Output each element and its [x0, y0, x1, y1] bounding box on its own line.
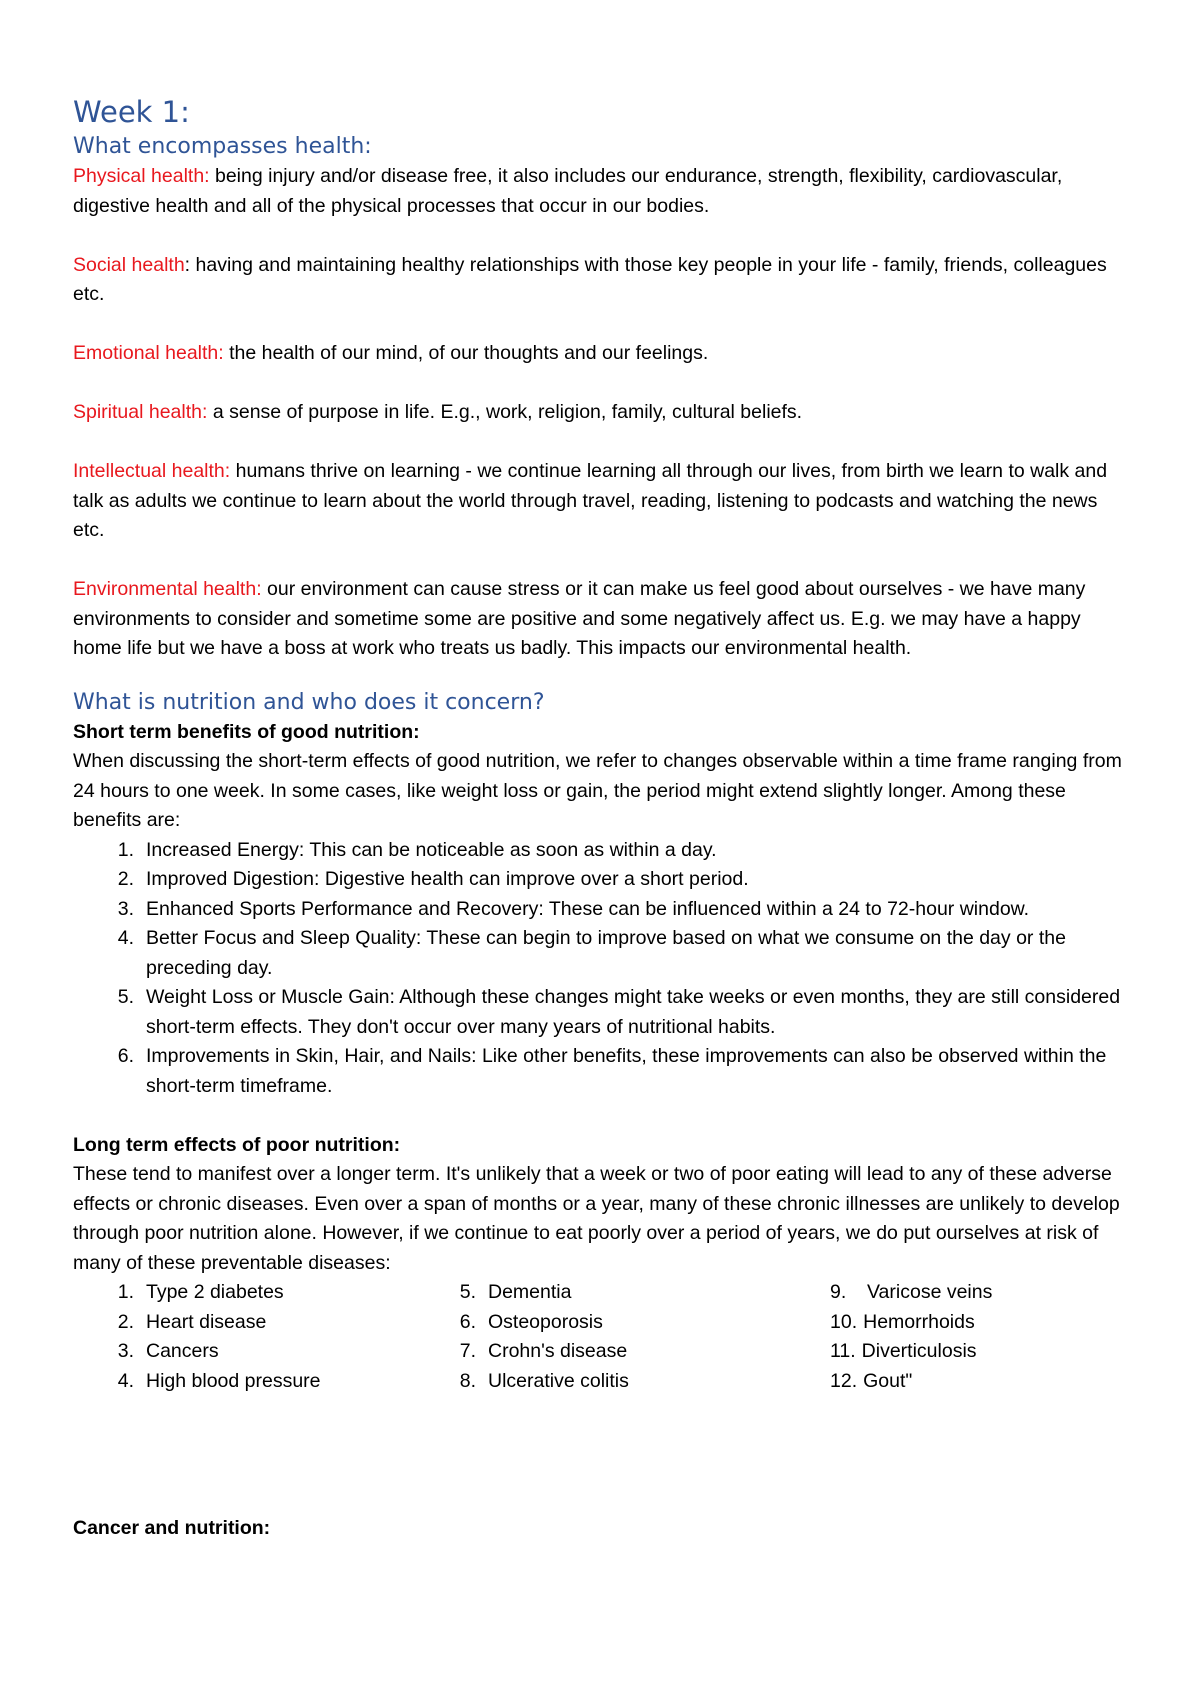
term-description: the health of our mind, of our thoughts and our feelings. [223, 342, 709, 364]
list-number: 5. [117, 986, 134, 1008]
list-text: Cancers [146, 1340, 219, 1362]
short-term-intro: When discussing the short-term effects of good nutrition, we refer to changes observable within a time frame ranging from 24 hours to one week. In some cases, like weight loss or gain, the period might extend slightly longer. Among these benefits are: [73, 750, 1122, 831]
list-text: Dementia [488, 1281, 572, 1303]
paragraph-environmental-health [73, 575, 1133, 664]
list-number: 5. [459, 1281, 476, 1303]
list-text: Increased Energy: This can be noticeable as soon as within a day. [146, 838, 717, 861]
list-item [830, 1308, 1130, 1338]
list-number: 11. [830, 1340, 856, 1362]
subheading-cancer-nutrition: Cancer and nutrition: [73, 1517, 271, 1539]
list-number: 12. [830, 1369, 858, 1392]
list-number: 3. [117, 1340, 134, 1362]
document-page [73, 92, 1133, 1544]
list-text: Better Focus and Sleep Quality: These can begin to improve based on what we consume on the day or the preceding day. [146, 927, 1066, 979]
list-text: High blood pressure [146, 1369, 321, 1392]
list-item [73, 1278, 453, 1308]
section-heading-health: What encompasses health: [73, 134, 372, 159]
list-number: 1. [117, 1281, 134, 1303]
list-text: Improvements in Skin, Hair, and Nails: Like other benefits, these improvements can also be observed within the short-term timeframe. [146, 1045, 1107, 1097]
short-term-benefits-list [73, 836, 1133, 1102]
term-label: Social health [73, 253, 185, 276]
list-item [453, 1278, 830, 1308]
term-description: : having and maintaining healthy relationships with those key people in your life - family, friends, colleagues etc. [73, 253, 1107, 305]
term-label: Intellectual health: [73, 460, 231, 482]
disease-column-2 [453, 1278, 830, 1396]
list-number: 4. [117, 1369, 134, 1392]
list-number: 9. [830, 1281, 847, 1303]
list-number: 1. [117, 838, 134, 861]
list-item [453, 1367, 830, 1397]
list-item [73, 895, 1133, 925]
list-number: 2. [117, 868, 134, 890]
list-item [830, 1278, 1130, 1308]
paragraph-emotional-health [73, 339, 1133, 369]
list-text: Ulcerative colitis [488, 1369, 629, 1392]
list-text: Weight Loss or Muscle Gain: Although these changes might take weeks or even months, they are still considered short-term effects. They don't occur over many years of nutritional habits. [146, 986, 1121, 1038]
list-number: 3. [117, 897, 134, 920]
list-item [73, 865, 1133, 895]
list-number: 6. [117, 1045, 134, 1067]
long-term-intro: These tend to manifest over a longer term. It's unlikely that a week or two of poor eating will lead to any of these adverse effects or chronic diseases. Even over a span of months or a year, many of these chronic illnesses are unlikely to develop through poor nutrition alone. However, if we continue to eat poorly over a period of years, we do put ourselves at risk of many of these preventable diseases: [73, 1163, 1120, 1274]
term-label: Physical health: [73, 165, 210, 187]
term-description: our environment can cause stress or it can make us feel good about ourselves - we have many environments to consider and sometime some are positive and some negatively affect us. E.g. we may have a happy home life but we have a boss at work who treats us badly. This impacts our environmental health. [73, 578, 1086, 659]
disease-column-3 [830, 1278, 1130, 1396]
term-label: Environmental health: [73, 578, 262, 600]
list-item [73, 836, 1133, 866]
list-text: Type 2 diabetes [146, 1281, 284, 1303]
paragraph-social-health [73, 251, 1133, 310]
section-heading-nutrition: What is nutrition and who does it concern? [73, 689, 545, 715]
list-text: Crohn's disease [488, 1340, 628, 1362]
list-item [73, 983, 1133, 1042]
list-text: Osteoporosis [488, 1310, 603, 1333]
page-title: Week 1: [73, 95, 190, 129]
subheading-long-term: Long term effects of poor nutrition: [73, 1133, 401, 1156]
list-text: Varicose veins [867, 1281, 993, 1303]
list-text: Enhanced Sports Performance and Recovery: These can be influenced within a 24 to 72-hour window. [146, 897, 1030, 920]
list-text: Hemorrhoids [863, 1310, 975, 1333]
list-number: 7. [459, 1340, 476, 1362]
term-label: Emotional health: [73, 342, 224, 364]
list-item [453, 1308, 830, 1338]
list-item [73, 924, 1133, 983]
list-number: 4. [117, 927, 134, 949]
list-item [830, 1367, 1130, 1397]
list-number: 10. [830, 1310, 858, 1333]
list-text: Gout" [863, 1369, 913, 1392]
paragraph-spiritual-health [73, 398, 1133, 428]
list-number: 2. [117, 1310, 134, 1333]
list-item [453, 1337, 830, 1367]
paragraph-physical-health [73, 162, 1133, 221]
list-item [73, 1042, 1133, 1101]
list-number: 6. [459, 1310, 476, 1333]
term-label: Spiritual health: [73, 401, 208, 423]
list-text: Heart disease [146, 1310, 267, 1333]
list-item [73, 1308, 453, 1338]
list-text: Improved Digestion: Digestive health can improve over a short period. [146, 868, 749, 890]
list-number: 8. [459, 1369, 476, 1392]
disease-list-grid [73, 1278, 1133, 1396]
list-item [73, 1337, 453, 1367]
term-description: humans thrive on learning - we continue learning all through our lives, from birth we learn to walk and talk as adults we continue to learn about the world through travel, reading, listening to podcasts and watching the news etc. [73, 460, 1108, 541]
term-description: a sense of purpose in life. E.g., work, religion, family, cultural beliefs. [207, 401, 803, 423]
list-item [830, 1337, 1130, 1367]
list-item [73, 1367, 453, 1397]
list-text: Diverticulosis [861, 1340, 977, 1362]
term-description: being injury and/or disease free, it also includes our endurance, strength, flexibility, cardiovascular, digestive health and all of the physical processes that occur in our bodies. [73, 165, 1063, 217]
subheading-short-term: Short term benefits of good nutrition: [73, 720, 420, 743]
paragraph-intellectual-health [73, 457, 1133, 546]
disease-column-1 [73, 1278, 453, 1396]
